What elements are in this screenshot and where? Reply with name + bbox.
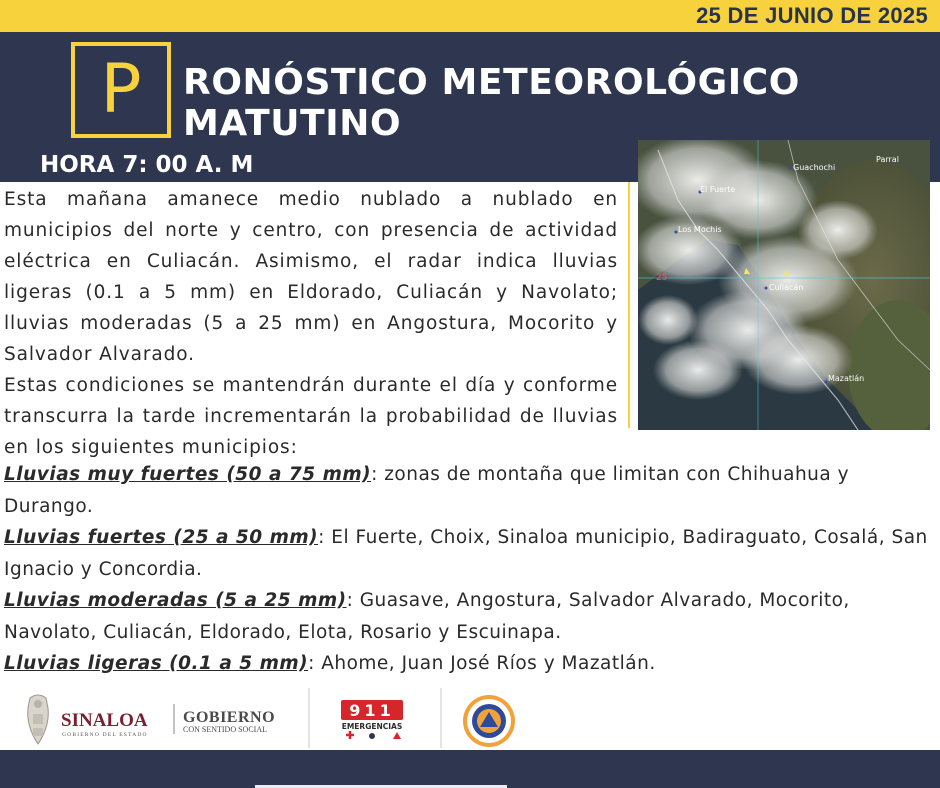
logos-row — [0, 686, 940, 750]
rain-areas: : Ahome, Juan José Ríos y Mazatlán. — [308, 653, 656, 674]
list-item — [4, 459, 930, 522]
forecast-hour: HORA 7: 00 A. M — [40, 152, 254, 178]
map-label-mazatlan: Mazatlán — [828, 374, 865, 383]
list-item — [4, 648, 930, 680]
rain-category: Lluvias muy fuertes (50 a 75 mm) — [4, 464, 372, 485]
map-label-parral: Parral — [876, 155, 899, 164]
map-label-culiacan: Culiacán — [769, 283, 804, 292]
satellite-image — [638, 140, 930, 430]
intro-paragraph-2: Estas condiciones se mantendrán durante el día y conforme transcurra la tarde incrementarán la probabilidad de lluvias en los siguientes municipios: — [4, 375, 618, 458]
map-label-el-fuerte: El Fuerte — [700, 185, 736, 194]
emergency-label: EMERGENCIAS — [341, 722, 403, 731]
sinaloa-name: SINALOA — [61, 710, 148, 731]
list-item — [4, 522, 930, 585]
proteccion-civil-seal-icon — [463, 695, 515, 747]
title-initial: P — [100, 50, 142, 129]
emergency-services-icons — [346, 731, 401, 739]
rain-areas: : Guasave, Angostura, Salvador Alvarado, Mocorito, Navolato, Culiacán, Eldorado, Elota, Rosario y Escuinapa. — [4, 590, 850, 643]
gobierno-title: GOBIERNO — [183, 709, 276, 726]
rain-forecast-list — [4, 459, 930, 680]
title-line-1: RONÓSTICO METEOROLÓGICO — [183, 62, 801, 103]
sinaloa-crest-icon — [28, 695, 49, 744]
rain-category: Lluvias fuertes (25 a 50 mm) — [4, 527, 319, 548]
map-label-guachochi: Guachochi — [793, 163, 836, 172]
list-item — [4, 585, 930, 648]
title-line-2: MATUTINO — [183, 103, 402, 144]
accent-divider — [628, 182, 630, 428]
map-label-latitude: 25 — [656, 273, 668, 283]
rain-category: Lluvias moderadas (5 a 25 mm) — [4, 590, 347, 611]
forecast-date: 25 DE JUNIO DE 2025 — [696, 3, 928, 28]
footer-bar — [0, 750, 940, 788]
sinaloa-subtitle: GOBIERNO DEL ESTADO — [62, 732, 148, 738]
intro-paragraph-1: Esta mañana amanece medio nublado a nublado en municipios del norte y centro, con presencia de actividad eléctrica en Culiacán. Asimismo, el radar indica lluvias ligeras (0.1 a 5 mm) en Eldorado, Culiacán y Navolato; lluvias moderadas (5 a 25 mm) en Angostura, Mocorito y Salvador Alvarado. — [4, 189, 618, 365]
forecast-intro — [4, 184, 618, 463]
date-bar — [0, 0, 940, 32]
rain-category: Lluvias ligeras (0.1 a 5 mm) — [4, 653, 309, 674]
gobierno-subtitle: CON SENTIDO SOCIAL — [183, 725, 267, 734]
title-initial-box — [71, 42, 171, 138]
rain-areas: : El Fuerte, Choix, Sinaloa municipio, Badiraguato, Cosalá, San Ignacio y Concordia. — [4, 527, 928, 580]
emergency-number: 911 — [349, 701, 395, 720]
rain-areas: : zonas de montaña que limitan con Chihuahua y Durango. — [4, 464, 850, 517]
page-title — [183, 62, 800, 144]
map-label-los-mochis: Los Mochis — [678, 225, 722, 234]
